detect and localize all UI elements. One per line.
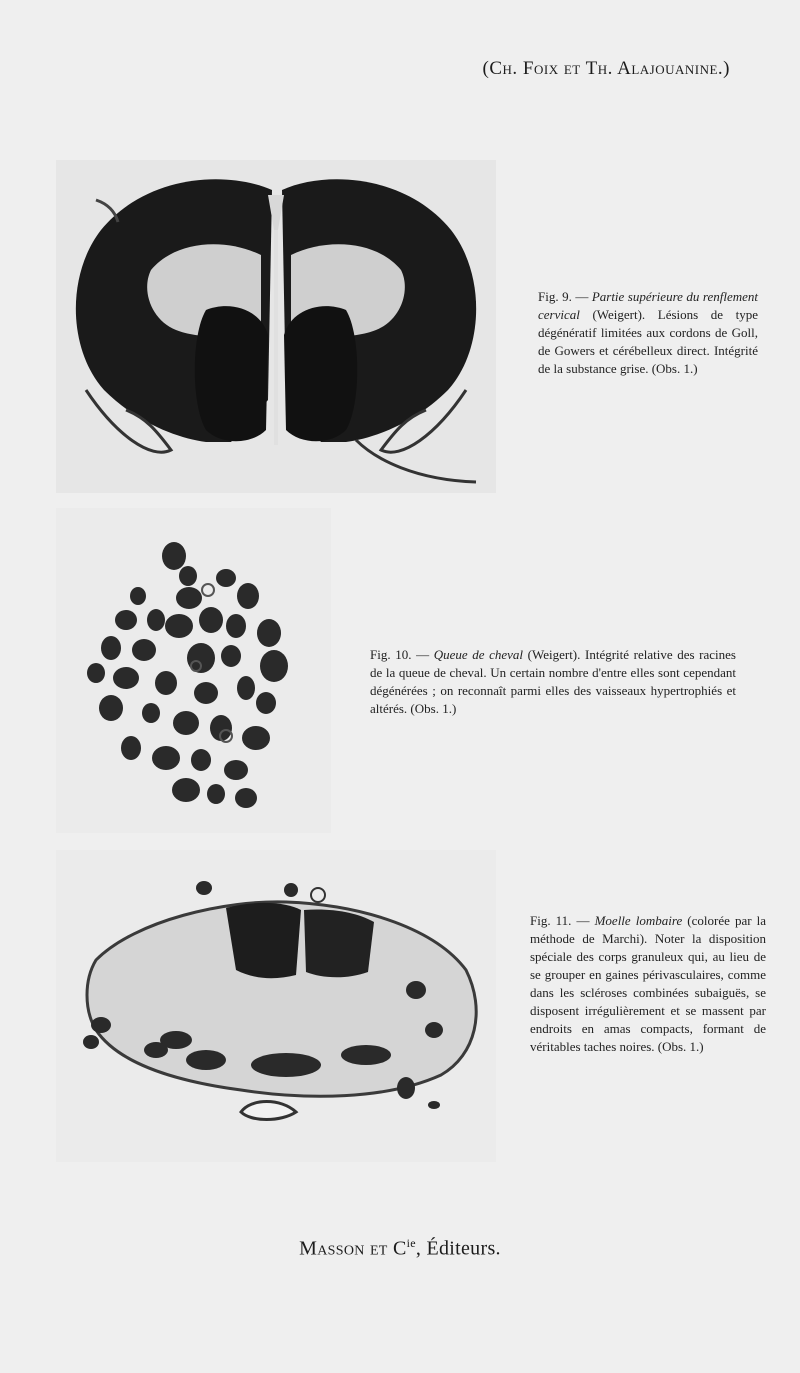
page-header: (Ch. Foix et Th. Alajouanine.): [482, 58, 730, 79]
figure-11-caption: [530, 912, 766, 1056]
figure-11-caption-title: Moelle lombaire: [594, 913, 683, 928]
figure-10-caption-lead: Fig. 10. —: [370, 647, 434, 662]
figure-9-caption-body: (Weigert). Lésions de type dégénératif limitées aux cordons de Goll, de Gowers et cérébelleux direct. Intégrité de la substance grise. (Obs. 1.): [538, 306, 758, 376]
figure-10-caption-body: (Weigert). Intégrité relative des racines de la queue de cheval. Un certain nombre d'entre elles sont cependant dégénérées ; on reconnaît parmi elles des vaisseaux hypertrophiés et altérés. (Obs. 1.): [370, 647, 736, 716]
publisher-suffix: , Éditeurs.: [415, 1237, 501, 1260]
figure-10-caption: [370, 646, 736, 718]
publisher-footer: [0, 1236, 800, 1261]
figure-10-image: [56, 508, 331, 833]
figure-9-image: [56, 160, 496, 493]
posterior-column-left: [195, 306, 268, 441]
figure-11-caption-body: (colorée par la méthode de Marchi). Noter la disposition spéciale des corps granuleux qui, au lieu de se grouper en gaines périvasculaires, comme dans les scléroses combinées subaiguës, se disposent irrégulièrement et se massent par endroits en amas compacts, formant de véritables taches noires. (Obs. 1.): [530, 913, 767, 1054]
posterior-column-right: [284, 306, 357, 441]
figure-9-caption-title: Partie supérieure du renflement cervical: [538, 289, 758, 322]
figure-9-caption-lead: Fig. 9. —: [538, 289, 592, 304]
figure-11-image: [56, 850, 496, 1162]
figure-9-caption: [538, 288, 758, 378]
publisher-name: Masson et C: [299, 1237, 407, 1260]
figure-10-caption-title: Queue de cheval: [433, 647, 524, 662]
figure-11-caption-lead: Fig. 11. —: [530, 913, 595, 928]
publisher-sup: ie: [406, 1236, 416, 1250]
